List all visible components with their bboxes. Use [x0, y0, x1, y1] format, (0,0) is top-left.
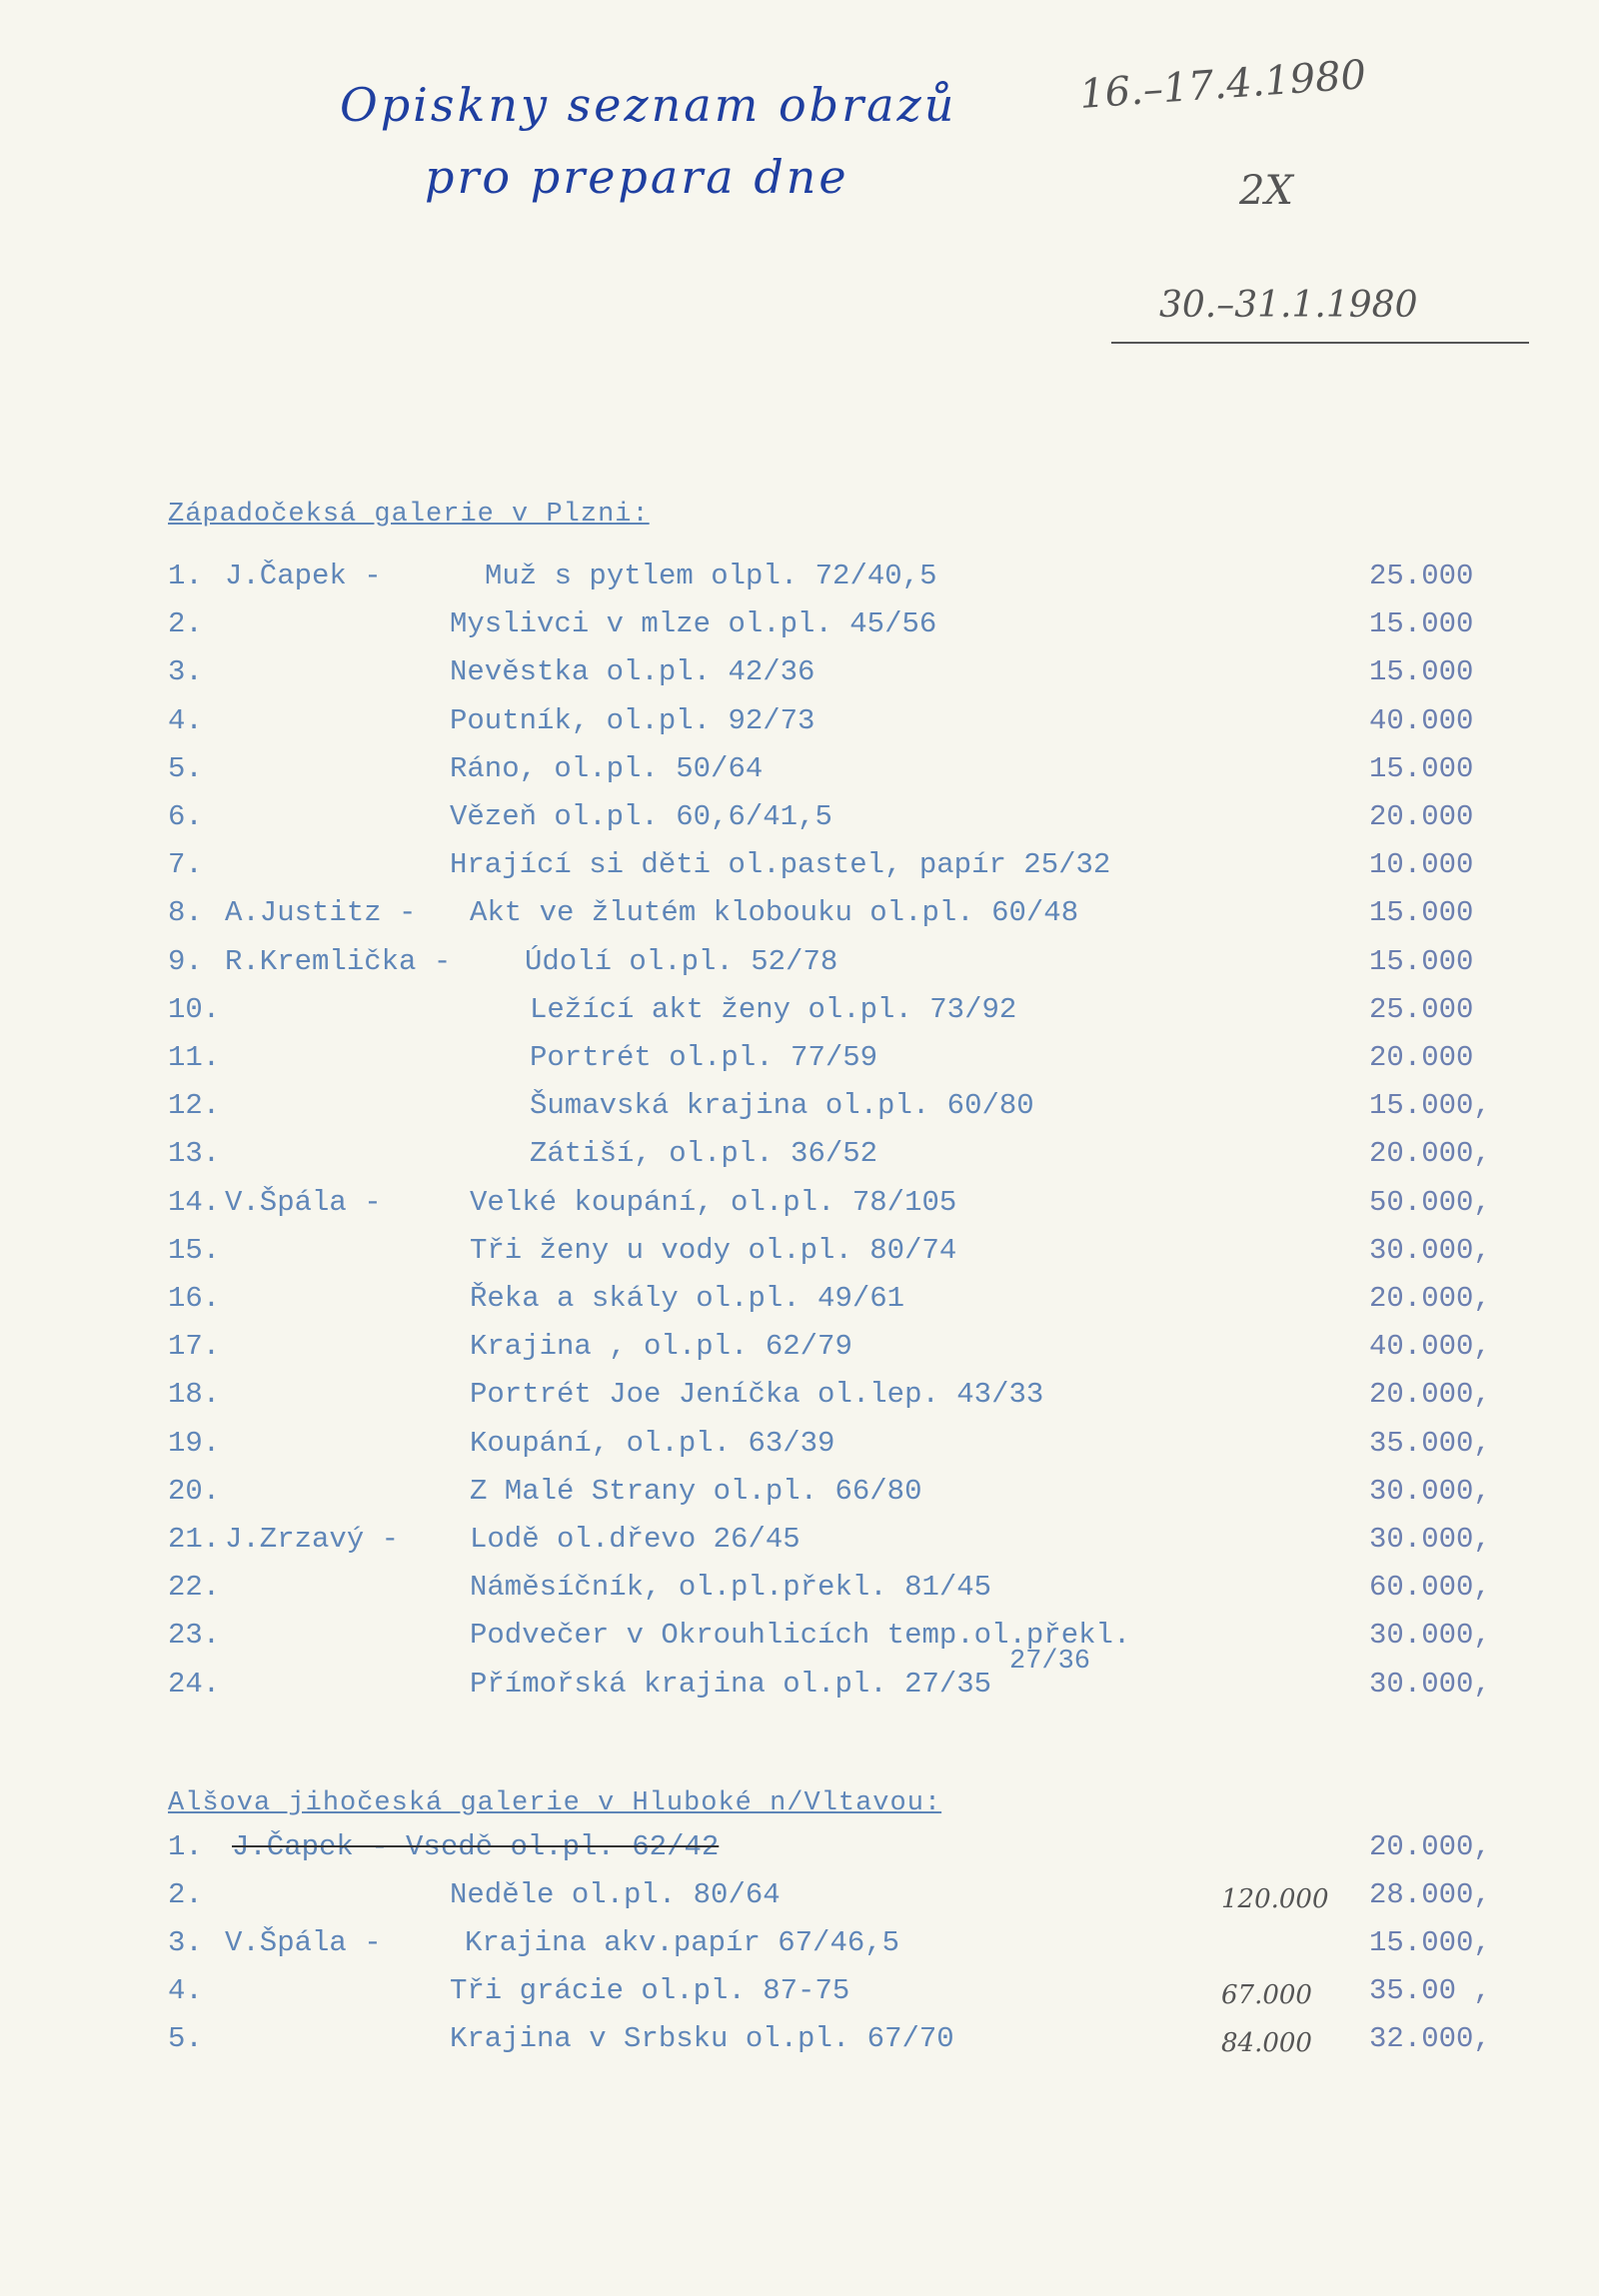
item-number: 14.: [168, 1186, 221, 1219]
artwork-description: Portrét Joe Jeníčka ol.lep. 43/33: [470, 1378, 1044, 1411]
price: 35.000,: [1369, 1427, 1491, 1460]
item-number: 4.: [168, 704, 203, 737]
item-number: 13.: [168, 1137, 221, 1170]
list-item: [0, 1427, 1599, 1475]
handwritten-title-line-2: pro prepara dne: [425, 150, 849, 204]
artwork-description: Náměsíčník, ol.pl.překl. 81/45: [470, 1571, 992, 1604]
artwork-description: Ležící akt ženy ol.pl. 73/92: [530, 993, 1017, 1026]
artwork-description: Velké koupání, ol.pl. 78/105: [470, 1186, 957, 1219]
item-number: 5.: [168, 2022, 203, 2055]
price: 25.000: [1369, 993, 1474, 1026]
artwork-dimensions-continued: 27/36: [1009, 1647, 1091, 1677]
list-item: [0, 1668, 1599, 1716]
item-number: 21.: [168, 1523, 221, 1556]
item-number: 11.: [168, 1041, 221, 1074]
price: 20.000: [1369, 1041, 1474, 1074]
artwork-description: Neděle ol.pl. 80/64: [450, 1878, 781, 1911]
artwork-description: Tři grácie ol.pl. 87-75: [450, 1974, 850, 2007]
list-item: [0, 2022, 1599, 2070]
list-item: [0, 1830, 1599, 1878]
item-number: 5.: [168, 752, 203, 785]
list-item: [0, 1137, 1599, 1185]
item-number: 8.: [168, 896, 203, 929]
date-underline: [1111, 342, 1529, 344]
item-number: 20.: [168, 1475, 221, 1508]
price: 35.00 ,: [1369, 1974, 1491, 2007]
list-item: [0, 1878, 1599, 1926]
artwork-description: Muž s pytlem olpl. 72/40,5: [485, 560, 937, 592]
item-number: 24.: [168, 1668, 221, 1701]
price: 15.000: [1369, 655, 1474, 688]
price: 20.000,: [1369, 1378, 1491, 1411]
item-number: 19.: [168, 1427, 221, 1460]
artwork-description: Koupání, ol.pl. 63/39: [470, 1427, 835, 1460]
list-item: [0, 1330, 1599, 1378]
handwritten-date-range-1: 16.–17.4.1980: [1077, 52, 1368, 118]
item-number: 3.: [168, 1926, 203, 1959]
price: 15.000,: [1369, 1926, 1491, 1959]
price: 20.000,: [1369, 1282, 1491, 1315]
artwork-description: Ráno, ol.pl. 50/64: [450, 752, 764, 785]
list-item: [0, 1378, 1599, 1426]
handwritten-price: 67.000: [1221, 1980, 1312, 2010]
price: 20.000,: [1369, 1137, 1491, 1170]
artwork-description: Krajina , ol.pl. 62/79: [470, 1330, 852, 1363]
handwritten-price: 120.000: [1221, 1884, 1329, 1914]
item-number: 18.: [168, 1378, 221, 1411]
item-number: 9.: [168, 945, 203, 978]
handwritten-title-line-1: Opiskny seznam obrazů: [340, 78, 957, 132]
price: 10.000: [1369, 848, 1474, 881]
price: 28.000,: [1369, 1878, 1491, 1911]
list-item: [0, 993, 1599, 1041]
price: 15.000: [1369, 607, 1474, 640]
artwork-description: Šumavská krajina ol.pl. 60/80: [530, 1089, 1034, 1122]
list-item: [0, 1926, 1599, 1974]
list-item: [0, 1619, 1599, 1677]
handwritten-count: 2X: [1239, 168, 1293, 214]
price: 25.000: [1369, 560, 1474, 592]
list-item: [0, 1523, 1599, 1571]
list-item: [0, 607, 1599, 655]
price: 20.000,: [1369, 1830, 1491, 1863]
list-item: [0, 1475, 1599, 1523]
artist-name: J.Čapek -: [225, 560, 382, 592]
list-item: [0, 800, 1599, 848]
item-number: 1.: [168, 1830, 203, 1863]
price: 15.000: [1369, 752, 1474, 785]
artwork-description: J.Čapek - Vsedě ol.pl. 62/42: [232, 1830, 720, 1863]
artwork-description: Údolí ol.pl. 52/78: [525, 945, 838, 978]
artist-name: R.Kremlička -: [225, 945, 452, 978]
artwork-description: Řeka a skály ol.pl. 49/61: [470, 1282, 905, 1315]
list-item: [0, 1282, 1599, 1330]
list-item: [0, 945, 1599, 993]
list-item: [0, 1974, 1599, 2022]
artwork-description: Krajina v Srbsku ol.pl. 67/70: [450, 2022, 954, 2055]
item-number: 4.: [168, 1974, 203, 2007]
price: 32.000,: [1369, 2022, 1491, 2055]
price: 40.000: [1369, 704, 1474, 737]
price: 60.000,: [1369, 1571, 1491, 1604]
artist-name: A.Justitz -: [225, 896, 417, 929]
price: 30.000,: [1369, 1619, 1491, 1652]
list-item: [0, 1186, 1599, 1234]
artist-name: V.Špála -: [225, 1926, 382, 1959]
handwritten-date-range-2: 30.–31.1.1980: [1159, 285, 1418, 326]
artwork-description: Hrající si děti ol.pastel, papír 25/32: [450, 848, 1111, 881]
item-number: 2.: [168, 1878, 203, 1911]
artwork-description: Portrét ol.pl. 77/59: [530, 1041, 878, 1074]
item-number: 1.: [168, 560, 203, 592]
list-item: [0, 752, 1599, 800]
list-item: [0, 1571, 1599, 1619]
artwork-description: Vězeň ol.pl. 60,6/41,5: [450, 800, 832, 833]
price: 20.000: [1369, 800, 1474, 833]
item-number: 22.: [168, 1571, 221, 1604]
price: 15.000,: [1369, 1089, 1491, 1122]
artwork-description: Poutník, ol.pl. 92/73: [450, 704, 815, 737]
item-number: 10.: [168, 993, 221, 1026]
price: 15.000: [1369, 896, 1474, 929]
section-title: Alšova jihočeská galerie v Hluboké n/Vltavou:: [168, 1788, 942, 1818]
section-title: Západočeksá galerie v Plzni:: [168, 500, 650, 530]
artwork-description: Zátiší, ol.pl. 36/52: [530, 1137, 878, 1170]
price: 15.000: [1369, 945, 1474, 978]
price: 40.000,: [1369, 1330, 1491, 1363]
list-item: [0, 1089, 1599, 1137]
artwork-description: Nevěstka ol.pl. 42/36: [450, 655, 815, 688]
item-number: 12.: [168, 1089, 221, 1122]
item-number: 15.: [168, 1234, 221, 1267]
artwork-description: Akt ve žlutém klobouku ol.pl. 60/48: [470, 896, 1079, 929]
item-number: 17.: [168, 1330, 221, 1363]
artwork-description: Myslivci v mlze ol.pl. 45/56: [450, 607, 937, 640]
artist-name: J.Zrzavý -: [225, 1523, 400, 1556]
list-item: [0, 896, 1599, 944]
artwork-description: Přímořská krajina ol.pl. 27/35: [470, 1668, 992, 1701]
artwork-description: Krajina akv.papír 67/46,5: [465, 1926, 900, 1959]
list-item: [0, 704, 1599, 752]
handwritten-price: 84.000: [1221, 2028, 1312, 2058]
list-item: [0, 655, 1599, 703]
item-number: 16.: [168, 1282, 221, 1315]
artwork-description: Tři ženy u vody ol.pl. 80/74: [470, 1234, 957, 1267]
list-item: [0, 1041, 1599, 1089]
price: 30.000,: [1369, 1475, 1491, 1508]
artist-name: V.Špála -: [225, 1186, 382, 1219]
price: 30.000,: [1369, 1523, 1491, 1556]
price: 50.000,: [1369, 1186, 1491, 1219]
price: 30.000,: [1369, 1668, 1491, 1701]
item-number: 3.: [168, 655, 203, 688]
list-item: [0, 1234, 1599, 1282]
item-number: 2.: [168, 607, 203, 640]
list-item: [0, 560, 1599, 607]
item-number: 7.: [168, 848, 203, 881]
item-number: 23.: [168, 1619, 221, 1652]
price: 30.000,: [1369, 1234, 1491, 1267]
artwork-description: Lodě ol.dřevo 26/45: [470, 1523, 800, 1556]
item-number: 6.: [168, 800, 203, 833]
artwork-description: Z Malé Strany ol.pl. 66/80: [470, 1475, 922, 1508]
list-item: [0, 848, 1599, 896]
artwork-description: Podvečer v Okrouhlicích temp.ol.překl.: [470, 1619, 1131, 1652]
